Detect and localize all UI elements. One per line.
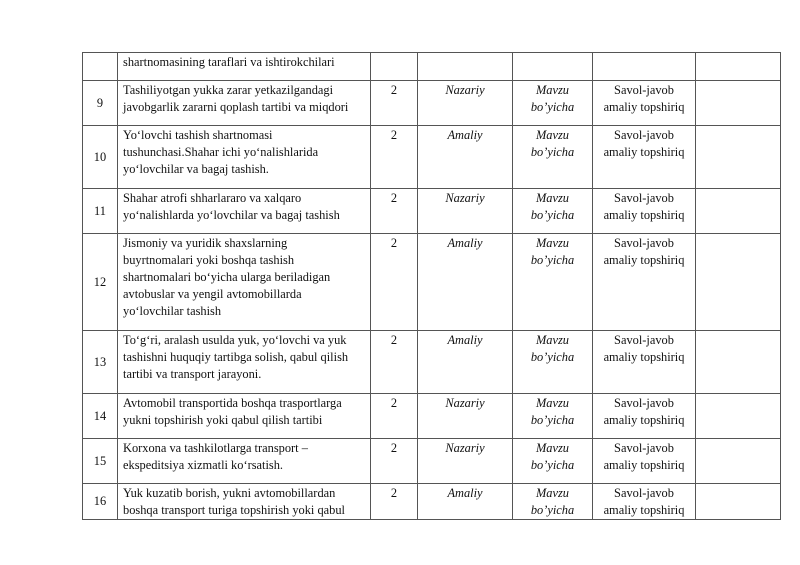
method-cell: [513, 439, 593, 484]
control-line: amaliy topshiriq: [603, 100, 685, 114]
extra-cell: [696, 234, 781, 331]
method-cell: [513, 394, 593, 439]
table-row: [83, 439, 781, 484]
lesson-type-cell: [418, 53, 513, 81]
extra-cell: [696, 53, 781, 81]
hours-cell: [371, 53, 418, 81]
control-cell: [593, 53, 696, 81]
topic-line: boshqa transport turiga topshirish yoki qabul: [123, 503, 345, 517]
row-number-cell: 13: [83, 331, 118, 394]
topic-line: Shahar atrofi shharlararo va xalqaro: [123, 191, 302, 205]
method-line: bo’yicha: [530, 253, 575, 267]
control-cell: [593, 394, 696, 439]
control-cell: [593, 234, 696, 331]
hours-cell: 2: [371, 394, 418, 439]
control-line: Savol-javob: [614, 396, 674, 410]
row-number-cell: 9: [83, 81, 118, 126]
method-line: Mavzu: [535, 83, 570, 97]
topic-cell: [118, 234, 371, 331]
lesson-type-cell: Amaliy: [418, 234, 513, 331]
hours-cell: 2: [371, 484, 418, 520]
topic-cell: [118, 331, 371, 394]
lesson-type-cell: Amaliy: [418, 126, 513, 189]
method-cell: [513, 484, 593, 520]
topic-line: Jismoniy va yuridik shaxslarning: [123, 236, 288, 250]
control-line: amaliy topshiriq: [603, 253, 685, 267]
topic-line: To‘g‘ri, aralash usulda yuk, yo‘lovchi va yuk: [123, 333, 347, 347]
row-number-cell: 12: [83, 234, 118, 331]
control-line: Savol-javob: [614, 236, 674, 250]
topic-line: yukni topshirish yoki qabul qilish tartibi: [123, 413, 323, 427]
curriculum-table: [82, 52, 781, 520]
table-row: [83, 81, 781, 126]
control-line: amaliy topshiriq: [603, 413, 685, 427]
lesson-type-cell: Nazariy: [418, 394, 513, 439]
method-cell: [513, 331, 593, 394]
topic-line: Yuk kuzatib borish, yukni avtomobillardan: [123, 486, 336, 500]
method-line: Mavzu: [535, 441, 570, 455]
table-row: [83, 126, 781, 189]
topic-line: tashishni huquqiy tartibga solish, qabul qilish: [123, 350, 349, 364]
row-number-cell: 14: [83, 394, 118, 439]
lesson-type-cell: Nazariy: [418, 439, 513, 484]
topic-cell: [118, 81, 371, 126]
topic-line: yo‘nalishlarda yo‘lovchilar va bagaj tashish: [123, 208, 340, 222]
lesson-type-cell: Nazariy: [418, 81, 513, 126]
hours-cell: 2: [371, 81, 418, 126]
table-row: [83, 484, 781, 520]
hours-cell: 2: [371, 189, 418, 234]
extra-cell: [696, 81, 781, 126]
topic-cell: [118, 126, 371, 189]
method-cell: [513, 53, 593, 81]
extra-cell: [696, 126, 781, 189]
topic-line: tushunchasi.Shahar ichi yo‘nalishlarida: [123, 145, 319, 159]
method-line: Mavzu: [535, 236, 570, 250]
topic-line: Yo‘lovchi tashish shartnomasi: [123, 128, 273, 142]
hours-cell: 2: [371, 234, 418, 331]
topic-cell: [118, 439, 371, 484]
topic-cell: [118, 189, 371, 234]
control-line: Savol-javob: [614, 333, 674, 347]
topic-line: Avtomobil transportida boshqa trasportlarga: [123, 396, 342, 410]
control-line: amaliy topshiriq: [603, 503, 685, 517]
control-line: Savol-javob: [614, 486, 674, 500]
topic-cell: shartnomasining taraflari va ishtirokchilari: [118, 53, 371, 81]
control-line: amaliy topshiriq: [603, 458, 685, 472]
control-line: amaliy topshiriq: [603, 145, 685, 159]
method-line: Mavzu: [535, 486, 570, 500]
method-cell: [513, 189, 593, 234]
method-cell: [513, 126, 593, 189]
control-line: amaliy topshiriq: [603, 208, 685, 222]
lesson-type-cell: Amaliy: [418, 331, 513, 394]
table-row: [83, 331, 781, 394]
method-line: bo’yicha: [530, 145, 575, 159]
hours-cell: 2: [371, 126, 418, 189]
hours-cell: 2: [371, 331, 418, 394]
topic-line: Korxona va tashkilotlarga transport –: [123, 441, 308, 455]
row-number-cell: 10: [83, 126, 118, 189]
method-line: bo’yicha: [530, 208, 575, 222]
control-cell: [593, 439, 696, 484]
control-line: Savol-javob: [614, 128, 674, 142]
topic-line: shartnomalari bo‘yicha ularga beriladigan: [123, 270, 331, 284]
topic-line: yo‘lovchilar va bagaj tashish.: [123, 162, 269, 176]
extra-cell: [696, 484, 781, 520]
topic-cell: [118, 484, 371, 520]
topic-line: Tashiliyotgan yukka zarar yetkazilgandagi: [123, 83, 334, 97]
topic-line: avtobuslar va yengil avtomobillarda: [123, 287, 302, 301]
method-line: bo’yicha: [530, 503, 575, 517]
method-line: bo’yicha: [530, 100, 575, 114]
method-line: bo’yicha: [530, 458, 575, 472]
control-line: Savol-javob: [614, 83, 674, 97]
extra-cell: [696, 439, 781, 484]
hours-cell: 2: [371, 439, 418, 484]
topic-line: buyrtnomalari yoki boshqa tashish: [123, 253, 295, 267]
table-row: [83, 234, 781, 331]
control-cell: [593, 331, 696, 394]
method-cell: [513, 234, 593, 331]
method-cell: [513, 81, 593, 126]
topic-line: javobgarlik zararni qoplash tartibi va miqdori: [123, 100, 349, 114]
topic-line: tartibi va transport jarayoni.: [123, 367, 262, 381]
method-line: Mavzu: [535, 396, 570, 410]
lesson-type-cell: Nazariy: [418, 189, 513, 234]
method-line: bo’yicha: [530, 350, 575, 364]
topic-cell: [118, 394, 371, 439]
row-number-cell: 15: [83, 439, 118, 484]
control-cell: [593, 189, 696, 234]
table-row-continued: [83, 53, 781, 81]
control-line: amaliy topshiriq: [603, 350, 685, 364]
topic-line: yo‘lovchilar tashish: [123, 304, 222, 318]
extra-cell: [696, 394, 781, 439]
control-cell: [593, 81, 696, 126]
topic-line: ekspeditsiya xizmatli ko‘rsatish.: [123, 458, 284, 472]
row-number-cell: 11: [83, 189, 118, 234]
table-row: [83, 394, 781, 439]
table-row: [83, 189, 781, 234]
lesson-type-cell: Amaliy: [418, 484, 513, 520]
method-line: Mavzu: [535, 333, 570, 347]
method-line: Mavzu: [535, 128, 570, 142]
control-cell: [593, 484, 696, 520]
method-line: Mavzu: [535, 191, 570, 205]
row-number-cell: [83, 53, 118, 81]
row-number-cell: 16: [83, 484, 118, 520]
extra-cell: [696, 331, 781, 394]
control-line: Savol-javob: [614, 441, 674, 455]
control-cell: [593, 126, 696, 189]
control-line: Savol-javob: [614, 191, 674, 205]
extra-cell: [696, 189, 781, 234]
method-line: bo’yicha: [530, 413, 575, 427]
